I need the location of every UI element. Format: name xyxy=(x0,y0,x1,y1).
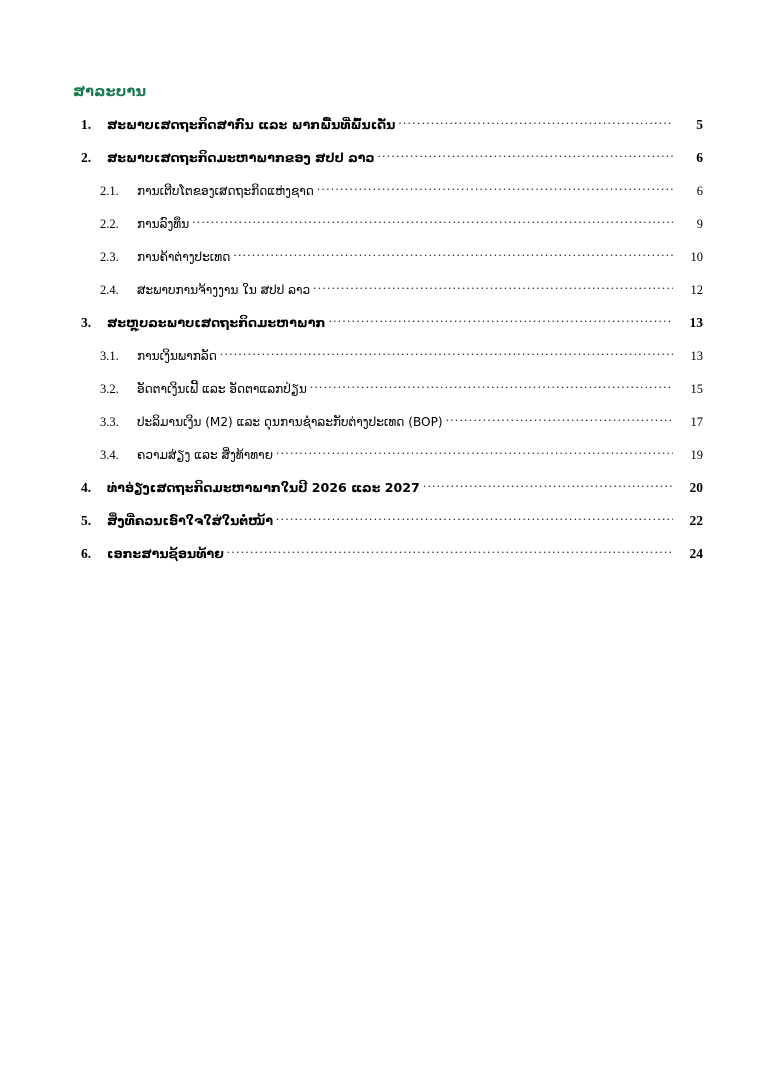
toc-entry-label: ການເງິນພາກລັດ xyxy=(137,349,217,364)
toc-entry[interactable] xyxy=(73,179,703,212)
toc-entry-page-number: 9 xyxy=(696,217,703,232)
toc-entry-number: 2.2. xyxy=(100,217,119,232)
toc-entry-label: ຄວາມສ່ຽງ ແລະ ສິ່ງທ້າທາຍ xyxy=(137,448,274,463)
toc-dot-leader xyxy=(328,311,673,327)
toc-entry-number: 2.4. xyxy=(100,283,119,298)
toc-entry-page-number: 6 xyxy=(696,184,703,199)
toc-entry-number: 3. xyxy=(81,315,92,331)
toc-dot-leader xyxy=(310,377,673,393)
toc-dot-leader xyxy=(276,443,673,459)
toc-entry[interactable] xyxy=(73,245,703,278)
toc-dot-leader xyxy=(220,344,673,360)
toc-entry-number: 2.1. xyxy=(100,184,119,199)
toc-entry[interactable] xyxy=(73,509,703,542)
toc-entry-page-number: 20 xyxy=(689,480,703,496)
toc-entry-page-number: 24 xyxy=(689,546,703,562)
toc-entry[interactable] xyxy=(73,443,703,476)
toc-entry-label: ການເຕີບໂຕຂອງເສດຖະກິດແຫ່ງຊາດ xyxy=(137,184,314,199)
toc-entry-number: 5. xyxy=(81,513,92,529)
toc-entry[interactable] xyxy=(73,344,703,377)
toc-entry[interactable] xyxy=(73,542,703,575)
toc-dot-leader xyxy=(398,113,673,129)
toc-entry-page-number: 6 xyxy=(696,150,703,166)
toc-entry-number: 3.2. xyxy=(100,382,119,397)
toc-dot-leader xyxy=(446,410,673,426)
toc-entry-page-number: 19 xyxy=(690,448,703,463)
toc-entry-page-number: 15 xyxy=(690,382,703,397)
page-title: ສາລະບານ xyxy=(73,84,147,100)
toc-entry-label: ສິ່ງທີ່ຄວນເອົາໃຈໃສ່ໃນຕໍ່ໜ້າ xyxy=(107,513,274,529)
toc-dot-leader xyxy=(233,245,673,261)
toc-entry[interactable] xyxy=(73,113,703,146)
toc-entry-number: 2.3. xyxy=(100,250,119,265)
toc-entry[interactable] xyxy=(73,278,703,311)
toc-dot-leader xyxy=(276,509,673,525)
toc-entry-number: 2. xyxy=(81,150,92,166)
toc-entry-list xyxy=(73,113,703,575)
toc-entry-label: ສະພາບເສດຖະກິດສາກົນ ແລະ ພາກພື້ນທີ່ພົ້ນເດັ່ນ xyxy=(107,117,396,133)
toc-entry-page-number: 12 xyxy=(690,283,703,298)
toc-entry[interactable] xyxy=(73,146,703,179)
toc-entry-page-number: 10 xyxy=(690,250,703,265)
toc-entry[interactable] xyxy=(73,410,703,443)
toc-entry-label: ເອກະສານຊ້ອນທ້າຍ xyxy=(107,546,224,562)
toc-entry-page-number: 22 xyxy=(689,513,703,529)
toc-entry[interactable] xyxy=(73,212,703,245)
toc-entry-number: 1. xyxy=(81,117,92,133)
toc-dot-leader xyxy=(313,278,673,294)
toc-entry-label: ສະພາບເສດຖະກິດມະຫາພາກຂອງ ສປປ ລາວ xyxy=(107,150,375,166)
toc-dot-leader xyxy=(227,542,673,558)
toc-entry[interactable] xyxy=(73,311,703,344)
toc-entry-page-number: 5 xyxy=(696,117,703,133)
toc-entry-page-number: 17 xyxy=(690,415,703,430)
toc-entry-label: ທ່າອ່ຽງເສດຖະກິດມະຫາພາກໃນປີ 2026 ແລະ 2027 xyxy=(107,480,420,496)
toc-entry-page-number: 13 xyxy=(689,315,703,331)
toc-dot-leader xyxy=(423,476,673,492)
toc-entry-number: 3.3. xyxy=(100,415,119,430)
toc-entry[interactable] xyxy=(73,377,703,410)
toc-entry-label: ການຄ້າຕ່າງປະເທດ xyxy=(137,250,231,265)
toc-entry-label: ສະພາບການຈ້າງງານ ໃນ ສປປ ລາວ xyxy=(137,283,311,298)
toc-entry-number: 3.4. xyxy=(100,448,119,463)
toc-dot-leader xyxy=(377,146,673,162)
toc-dot-leader xyxy=(317,179,673,195)
toc-entry-number: 3.1. xyxy=(100,349,119,364)
toc-entry-label: ອັດຕາເງິນເຟີ້ ແລະ ອັດຕາແລກປ່ຽນ xyxy=(137,382,307,397)
toc-entry-number: 6. xyxy=(81,546,92,562)
toc-entry-label: ປະລິມານເງິນ (M2) ແລະ ດຸນການຊຳລະກັບຕ່າງປະເທດ (BOP) xyxy=(137,415,443,430)
toc-entry-label: ການລົງທຶນ xyxy=(137,217,190,232)
toc-entry-label: ສະຫຼຸບລະພາບເສດຖະກິດມະຫາພາກ xyxy=(107,315,326,331)
table-of-contents xyxy=(73,84,703,575)
toc-dot-leader xyxy=(192,212,673,228)
toc-entry[interactable] xyxy=(73,476,703,509)
toc-entry-page-number: 13 xyxy=(690,349,703,364)
toc-entry-number: 4. xyxy=(81,480,92,496)
